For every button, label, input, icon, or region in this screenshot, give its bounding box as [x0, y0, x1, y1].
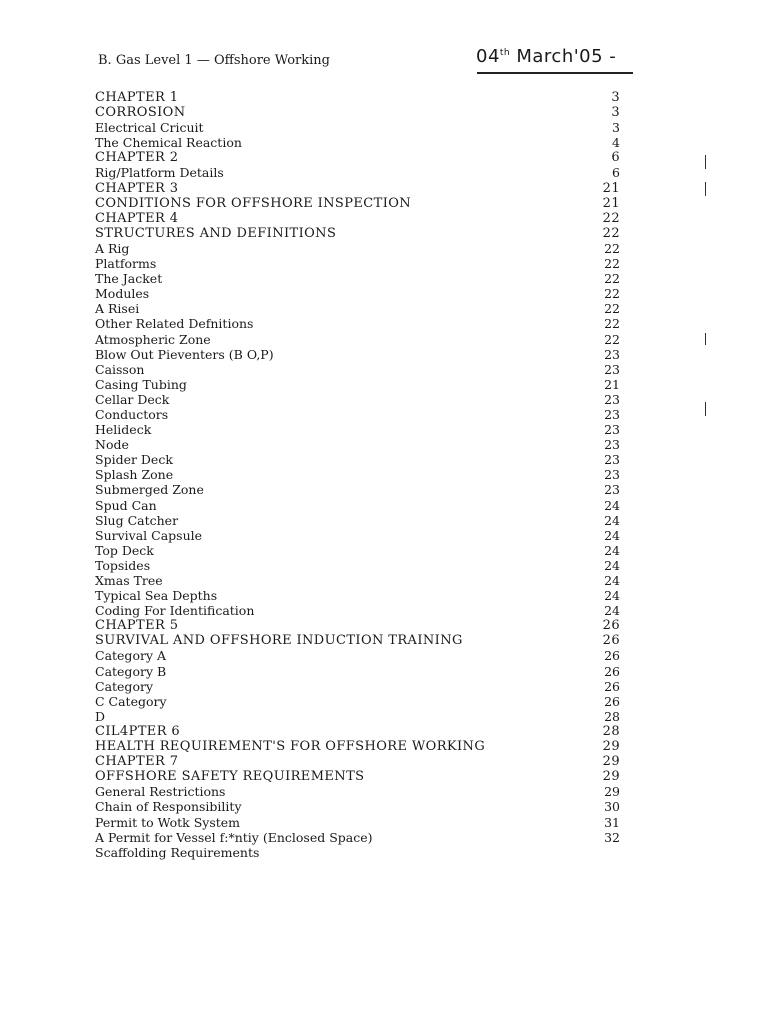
toc-page-number: 22 — [604, 271, 620, 287]
toc-page-number: 24 — [604, 512, 620, 528]
toc-entry-label: HEALTH REQUIREMENT'S FOR OFFSHORE WORKING — [95, 739, 486, 755]
toc-page-number: 3 — [611, 90, 620, 105]
toc-entry-row — [95, 301, 620, 316]
toc-entry-label: Submerged Zone — [95, 482, 204, 498]
toc-page-number: 22 — [604, 240, 620, 256]
toc-entry-row — [95, 648, 620, 663]
date-day: 04 — [476, 46, 500, 67]
toc-entry-label: SURVIVAL AND OFFSHORE INDUCTION TRAINING — [95, 633, 463, 649]
toc-page-number: 28 — [604, 708, 620, 724]
toc-page-number: 6 — [612, 165, 620, 181]
toc-entry-label: STRUCTURES AND DEFINITIONS — [95, 225, 337, 241]
toc-entry-label: Node — [95, 437, 129, 453]
toc-entry-row — [95, 815, 620, 830]
toc-entry-label: Platforms — [95, 256, 157, 272]
toc-entry-label: The Jacket — [95, 271, 163, 287]
toc-page-number: 29 — [602, 754, 620, 770]
toc-entry-label: CONDITIONS FOR OFFSHORE INSPECTION — [95, 195, 412, 211]
toc-page-number: 29 — [602, 739, 620, 755]
toc-page-number: 22 — [604, 331, 620, 347]
toc-page-number: 23 — [604, 482, 620, 498]
toc-page-number: 23 — [604, 452, 620, 468]
toc-heading-row — [95, 739, 620, 754]
toc-page-number: 26 — [604, 693, 620, 709]
toc-entry-row — [95, 498, 620, 513]
toc-page-number: 28 — [602, 723, 620, 739]
toc-page-number: 22 — [604, 256, 620, 272]
toc-entry-row — [95, 241, 620, 256]
toc-entry-row — [95, 256, 620, 271]
toc-entry-row — [95, 513, 620, 528]
toc-entry-row — [95, 316, 620, 331]
date-underline — [477, 72, 633, 74]
toc-chapter-row — [95, 90, 620, 105]
toc-entry-label: A Permit for Vessel f:*ntiy (Enclosed Space) — [95, 829, 373, 845]
toc-entry-label: Top Deck — [95, 542, 154, 558]
toc-page-number: 26 — [602, 633, 620, 649]
toc-page-number: 22 — [604, 316, 620, 332]
toc-page-number: 23 — [604, 437, 620, 453]
toc-entry-label: Xmas Tree — [95, 573, 163, 588]
toc-page-number: 30 — [604, 799, 620, 815]
toc-page-number: 24 — [604, 573, 620, 588]
toc-entry-label: Caisson — [95, 361, 145, 377]
toc-entry-row — [95, 558, 620, 573]
toc-entry-row — [95, 528, 620, 543]
toc-entry-row — [95, 286, 620, 301]
toc-page-number: 23 — [604, 361, 620, 377]
toc-page-number: 24 — [604, 527, 620, 543]
toc-page-number: 23 — [604, 422, 620, 438]
toc-page-number: 22 — [602, 210, 620, 226]
toc-entry-label: Casing Tubing — [95, 376, 187, 392]
toc-entry-row — [95, 830, 620, 845]
toc-page-number: 22 — [602, 225, 620, 241]
toc-page-number: 29 — [602, 769, 620, 785]
toc-page-number: 22 — [604, 286, 620, 302]
margin-mark — [705, 182, 706, 196]
toc-page-number: 26 — [604, 678, 620, 694]
document-title: B. Gas Level 1 — Offshore Working — [98, 53, 331, 68]
toc-entry-label: Chain of Responsibility — [95, 799, 242, 815]
toc-entry-label: Permit to Wotk System — [95, 814, 241, 830]
toc-chapter-row — [95, 754, 620, 769]
margin-mark — [705, 155, 706, 169]
toc-heading-row — [95, 226, 620, 241]
toc-entry-label: Atmospheric Zone — [95, 331, 211, 347]
toc-entry-label: D — [95, 708, 106, 724]
toc-page-number: 23 — [604, 406, 620, 422]
toc-entry-row — [95, 271, 620, 286]
toc-entry-label: CIL4PTER 6 — [95, 723, 181, 739]
toc-page-number: 29 — [604, 784, 620, 800]
margin-mark — [705, 402, 706, 416]
toc-entry-label: Blow Out Pieventers (B O,P) — [95, 346, 274, 362]
toc-page-number: 31 — [604, 814, 620, 830]
toc-entry-row — [95, 120, 620, 135]
toc-page-number: 24 — [604, 557, 620, 573]
toc-entry-label: Category A — [95, 648, 167, 664]
toc-entry-row — [95, 332, 620, 347]
toc-chapter-row — [95, 150, 620, 165]
toc-chapter-row — [95, 724, 620, 739]
toc-entry-row — [95, 437, 620, 452]
toc-entry-label: General Restrictions — [95, 784, 226, 800]
toc-page-number: 23 — [604, 391, 620, 407]
toc-entry-row — [95, 362, 620, 377]
toc-entry-row — [95, 407, 620, 422]
toc-page-number: 32 — [604, 829, 620, 845]
toc-entry-label: Cellar Deck — [95, 391, 170, 407]
toc-heading-row — [95, 769, 620, 784]
toc-entry-label: CHAPTER 5 — [95, 618, 179, 634]
toc-entry-row — [95, 165, 620, 180]
toc-entry-label: CHAPTER 3 — [95, 180, 179, 196]
toc-page-number: 21 — [604, 376, 620, 392]
toc-page-number: 23 — [604, 467, 620, 483]
table-of-contents — [95, 90, 620, 860]
date-month-year: March'05 - — [510, 46, 617, 67]
toc-entry-row — [95, 573, 620, 588]
toc-entry-label: CHAPTER 1 — [95, 90, 179, 105]
toc-chapter-row — [95, 211, 620, 226]
toc-chapter-row — [95, 618, 620, 633]
toc-page-number: 24 — [604, 497, 620, 513]
toc-entry-row — [95, 664, 620, 679]
toc-entry-row — [95, 588, 620, 603]
toc-chapter-row — [95, 181, 620, 196]
toc-heading-row — [95, 196, 620, 211]
date-suffix: th — [499, 48, 511, 58]
toc-entry-label: Category — [95, 678, 154, 694]
toc-page-number: 3 — [612, 120, 620, 136]
toc-entry-label: Rig/Platform Details — [95, 165, 224, 181]
toc-entry-row — [95, 452, 620, 467]
toc-page-number: 4 — [612, 135, 620, 151]
toc-entry-label: Spider Deck — [95, 452, 173, 468]
toc-entry-row — [95, 845, 620, 860]
toc-entry-row — [95, 482, 620, 497]
toc-entry-label: C Category — [95, 693, 167, 709]
toc-heading-row — [95, 105, 620, 120]
toc-heading-row — [95, 633, 620, 648]
toc-entry-label: CORROSION — [95, 105, 186, 121]
toc-entry-label: CHAPTER 2 — [95, 150, 179, 166]
toc-entry-row — [95, 392, 620, 407]
toc-entry-row — [95, 799, 620, 814]
toc-entry-label: Coding For Identification — [95, 603, 255, 619]
toc-entry-row — [95, 422, 620, 437]
toc-entry-label: Survival Capsule — [95, 527, 203, 543]
toc-entry-row — [95, 467, 620, 482]
toc-entry-label: CHAPTER 4 — [95, 210, 179, 226]
toc-entry-label: Electrical Cricuit — [95, 120, 204, 136]
toc-entry-label: Conductors — [95, 406, 169, 422]
toc-entry-label: Modules — [95, 286, 150, 302]
toc-entry-label: Splash Zone — [95, 467, 174, 483]
toc-entry-row — [95, 694, 620, 709]
toc-page-number: 6 — [611, 150, 620, 166]
toc-entry-label: Scaffolding Requirements — [95, 844, 260, 860]
toc-page-number: 21 — [602, 195, 620, 211]
toc-entry-label: Category B — [95, 663, 167, 679]
toc-entry-row — [95, 679, 620, 694]
toc-entry-label: Helideck — [95, 422, 152, 438]
toc-entry-label: A Rig — [95, 240, 130, 256]
toc-entry-label: A Risei — [95, 301, 140, 317]
toc-page-number: 24 — [604, 542, 620, 558]
toc-entry-row — [95, 709, 620, 724]
toc-entry-label: Slug Catcher — [95, 512, 179, 528]
toc-page-number: 23 — [604, 346, 620, 362]
toc-entry-row — [95, 543, 620, 558]
toc-page-number: 24 — [604, 603, 620, 619]
toc-page-number: 24 — [604, 588, 620, 604]
margin-mark — [705, 333, 706, 345]
handwritten-date — [476, 46, 616, 67]
toc-entry-label: Other Related Defnitions — [95, 316, 254, 332]
toc-entry-row — [95, 377, 620, 392]
toc-entry-row — [95, 347, 620, 362]
toc-entry-label: CHAPTER 7 — [95, 754, 179, 770]
toc-entry-label: Spud Can — [95, 497, 157, 513]
toc-page-number: 26 — [604, 663, 620, 679]
toc-entry-label: Typical Sea Depths — [95, 588, 218, 604]
toc-entry-label: The Chemical Reaction — [95, 135, 242, 151]
toc-entry-row — [95, 135, 620, 150]
toc-page-number: 3 — [611, 105, 620, 121]
toc-entry-row — [95, 784, 620, 799]
toc-entry-row — [95, 603, 620, 618]
toc-page-number: 21 — [602, 180, 620, 196]
toc-entry-label: Topsides — [95, 557, 151, 573]
toc-page-number: 22 — [604, 301, 620, 317]
toc-page-number: 26 — [604, 648, 620, 664]
toc-page-number: 26 — [602, 618, 620, 634]
toc-entry-label: OFFSHORE SAFETY REQUIREMENTS — [95, 769, 365, 785]
